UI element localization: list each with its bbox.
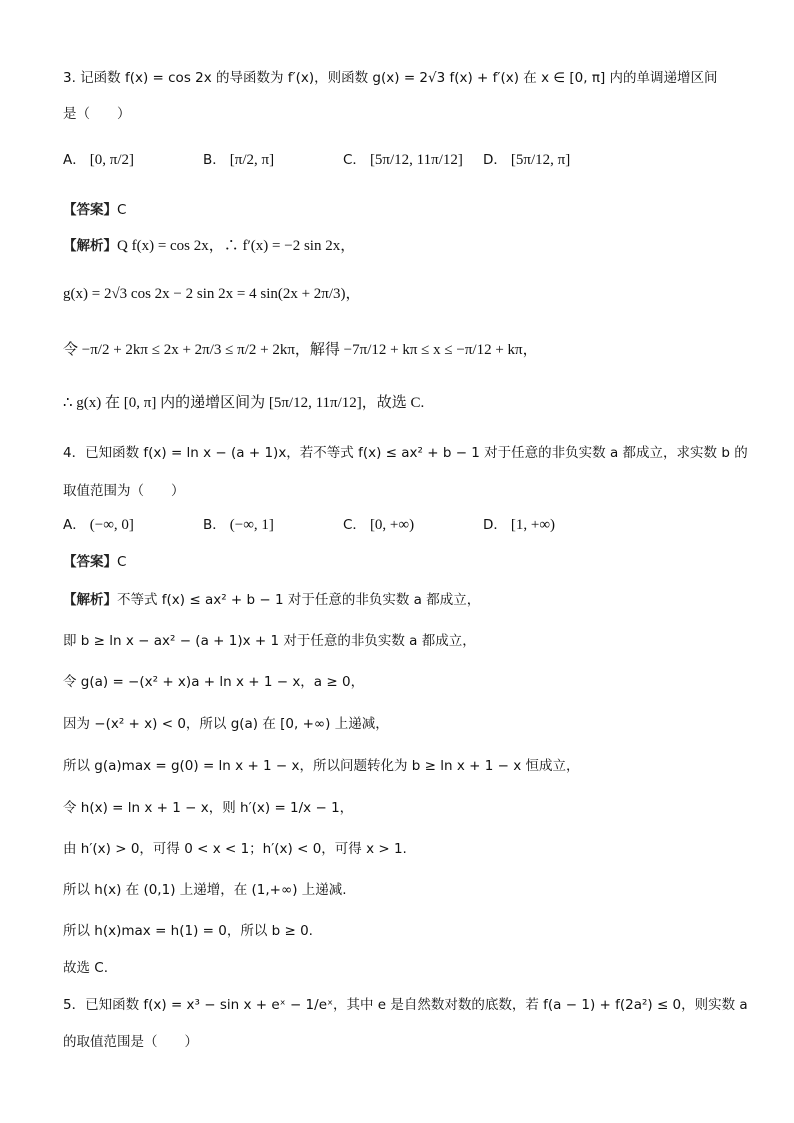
q5-stem-line1: 5．已知函数 f(x) = x³ − sin x + eˣ − 1/eˣ，其中 e 是自然数对数的底数，若 f(a − 1) + f(2a²) ≤ 0，则实数 a [63, 997, 748, 1013]
analysis-tag: 【解析】 [63, 592, 117, 608]
q3-analysis-line2: g(x) = 2√3 cos 2x − 2 sin 2x = 4 sin(2x + 2π/3)， [63, 286, 361, 302]
q4-option-a: A． (−∞, 0] [63, 517, 134, 533]
q4-option-c: C． [0, +∞) [343, 517, 415, 533]
q4-analysis-line5: 所以 g(a)max = g(0) = ln x + 1 − x，所以问题转化为 b ≥ ln x + 1 − x 恒成立， [63, 758, 580, 774]
q3-answer [63, 200, 733, 220]
q4-answer [63, 552, 733, 572]
q4-analysis-line8: 所以 h(x) 在 (0,1) 上递增，在 (1,+∞) 上递减. [63, 882, 347, 898]
q3-option-a: A． [0, π/2] [63, 152, 134, 168]
analysis-tag: 【解析】 [63, 238, 117, 254]
q3-analysis-line1: 【解析】Q f(x) = cos 2x，∴ f′(x) = −2 sin 2x， [63, 238, 356, 254]
q4-option-d: D． [1, +∞) [483, 517, 556, 533]
q4-stem-line2: 取值范围为（ ） [63, 483, 185, 499]
q3-analysis-line4: ∴ g(x) 在 [0, π] 内的递增区间为 [5π/12, 11π/12]，故选 C. [63, 395, 425, 411]
q3-option-d: D． [5π/12, π] [483, 152, 571, 168]
q3-option-c: C． [5π/12, 11π/12] [343, 152, 463, 168]
answer-tag: 【答案】 [63, 554, 117, 570]
q4-analysis-line2: 即 b ≥ ln x − ax² − (a + 1)x + 1 对于任意的非负实数 a 都成立， [63, 633, 476, 649]
q4-analysis-line7: 由 h′(x) > 0，可得 0 < x < 1；h′(x) < 0，可得 x > 1. [63, 841, 407, 857]
q4-analysis-line3: 令 g(a) = −(x² + x)a + ln x + 1 − x，a ≥ 0， [63, 674, 365, 690]
answer-value: C [117, 202, 127, 218]
q3-stem-line1: 3. 记函数 f(x) = cos 2x 的导函数为 f′(x)，则函数 g(x) = 2√3 f(x) + f′(x) 在 x ∈ [0, π] 内的单调递增区间 [63, 70, 718, 86]
q4-stem-line1: 4．已知函数 f(x) = ln x − (a + 1)x，若不等式 f(x) ≤ ax² + b − 1 对于任意的非负实数 a 都成立，求实数 b 的 [63, 445, 748, 461]
q4-analysis-line9: 所以 h(x)max = h(1) = 0，所以 b ≥ 0. [63, 923, 313, 939]
answer-tag: 【答案】 [63, 202, 117, 218]
q4-option-b: B． (−∞, 1] [203, 517, 274, 533]
q3-analysis-line3: 令 −π/2 + 2kπ ≤ 2x + 2π/3 ≤ π/2 + 2kπ，解得 −7π/12 + kπ ≤ x ≤ −π/12 + kπ， [63, 342, 538, 358]
q3-stem-line2: 是（ ） [63, 106, 131, 122]
answer-value: C [117, 554, 127, 570]
q3-option-b: B． [π/2, π] [203, 152, 275, 168]
q4-analysis-line10: 故选 C. [63, 960, 109, 976]
q4-analysis-line1: 【解析】不等式 f(x) ≤ ax² + b − 1 对于任意的非负实数 a 都成立， [63, 592, 481, 608]
q4-analysis-line4: 因为 −(x² + x) < 0，所以 g(a) 在 [0, +∞) 上递减， [63, 716, 389, 732]
q4-analysis-line6: 令 h(x) = ln x + 1 − x，则 h′(x) = 1/x − 1， [63, 800, 354, 816]
q5-stem-line2: 的取值范围是（ ） [63, 1034, 198, 1050]
